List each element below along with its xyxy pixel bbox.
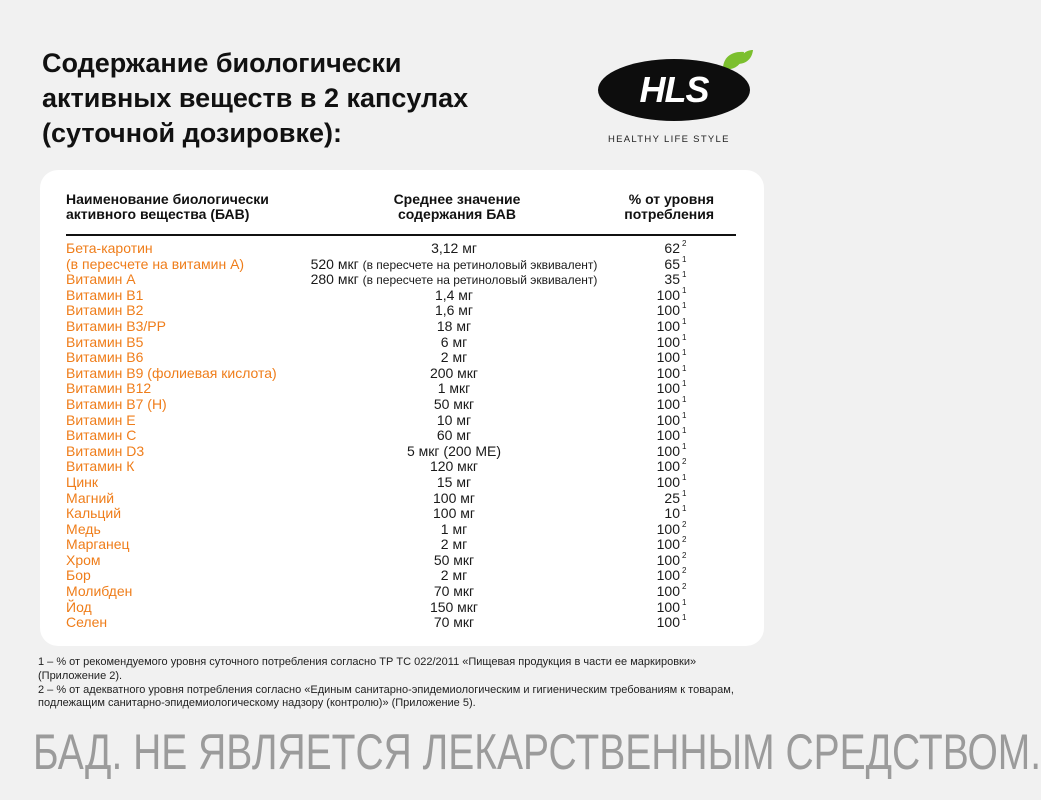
- footnote-ref: 2: [682, 550, 687, 560]
- nutrient-value: [242, 397, 666, 413]
- nutrient-name: Кальций: [66, 505, 122, 522]
- value-amount: 2 мг: [440, 349, 468, 366]
- table-row: [40, 488, 764, 507]
- header-divider: [66, 234, 736, 236]
- value-amount: 6 мг: [440, 333, 468, 350]
- table-row: [40, 519, 764, 538]
- footnote-ref: 1: [682, 488, 687, 498]
- nutrient-value: [242, 444, 666, 460]
- footnote: 2 – % от адекватного уровня потребления согласно «Единым санитарно-эпидемиологическим и гигиеническим требованиям к товарам, подлежащим санитарно-эпидемиологическому надзору (контролю)» (Приложение 5).: [38, 683, 734, 710]
- disclaimer: БАД. НЕ ЯВЛЯЕТСЯ ЛЕКАРСТВЕННЫМ СРЕДСТВОМ.: [33, 724, 1041, 780]
- table-row: [40, 394, 764, 413]
- nutrient-value: [242, 584, 666, 600]
- nutrient-name: Марганец: [66, 536, 130, 553]
- percent-value: 10: [664, 505, 680, 522]
- table-row: [40, 254, 764, 273]
- page-title: [42, 46, 522, 151]
- value-amount: 1 мкг: [437, 380, 471, 397]
- footnote-ref: 1: [682, 597, 687, 607]
- nutrient-name: Молибден: [66, 583, 133, 600]
- nutrient-value: [242, 459, 666, 475]
- nutrient-value: [242, 303, 666, 319]
- value-amount: 50 мкг: [433, 551, 475, 568]
- nutrient-name: Витамин B9 (фолиевая кислота): [66, 364, 277, 381]
- footnote-ref: 1: [682, 379, 687, 389]
- footnote-ref: 2: [682, 239, 687, 248]
- table-row: [40, 428, 764, 444]
- header-percent: % от уровня потребления: [624, 191, 714, 222]
- table-row: [40, 506, 764, 522]
- nutrient-value: [242, 600, 666, 616]
- value-amount: 18 мг: [436, 317, 472, 334]
- percent-value: 65: [664, 255, 680, 272]
- nutrient-name: Витамин B3/PP: [66, 317, 166, 334]
- footnote-ref: 1: [682, 426, 687, 436]
- table-row: [40, 537, 764, 553]
- footnote-ref: 2: [682, 457, 687, 467]
- percent-value: 100: [656, 286, 680, 303]
- percent-value: 100: [656, 317, 680, 334]
- percent-value: 25: [664, 489, 680, 506]
- nutrient-value: [242, 553, 666, 569]
- header-value: Среднее значение содержания БАВ: [393, 191, 521, 222]
- table-row: [40, 272, 764, 288]
- nutrient-value: [242, 413, 666, 429]
- value-amount: 1,6 мг: [434, 302, 474, 319]
- nutrient-name: Витамин D3: [66, 442, 145, 459]
- value-amount: 50 мкг: [433, 395, 475, 412]
- table-row: [40, 303, 764, 319]
- footnote-ref: 1: [682, 363, 687, 373]
- nutrient-name: Витамин B5: [66, 333, 144, 350]
- footnote-ref: 1: [682, 254, 687, 264]
- table-row: [40, 241, 764, 257]
- nutrient-name: Витамин B1: [66, 286, 144, 303]
- table-row: [40, 285, 764, 304]
- footnote-ref: 1: [682, 285, 687, 295]
- percent-value: 100: [656, 614, 680, 631]
- value-amount: 280 мкг: [310, 271, 359, 288]
- nutrient-value: [242, 241, 666, 257]
- footnote-ref: 1: [682, 504, 687, 514]
- percent-value: 100: [656, 302, 680, 319]
- page-title-line: активных веществ в 2 капсулах: [42, 83, 469, 113]
- value-amount: 70 мкг: [433, 614, 475, 631]
- value-amount: 60 мг: [436, 427, 472, 444]
- value-amount: 15 мг: [436, 473, 472, 490]
- percent-value: 100: [656, 333, 680, 350]
- nutrient-value: [242, 335, 666, 351]
- nutrient-name: Витамин B6: [66, 349, 144, 366]
- percent-value: 62: [664, 240, 680, 256]
- table-row: [40, 584, 764, 600]
- percent-value: 100: [656, 411, 680, 428]
- percent-value: 100: [656, 536, 680, 553]
- footnote-ref: 1: [682, 301, 687, 311]
- nutrient-rows: [40, 241, 764, 631]
- nutrient-name: Бета-каротин: [66, 240, 153, 256]
- nutrient-value: [242, 506, 666, 522]
- table-row: [40, 441, 764, 460]
- table-row: [40, 568, 764, 584]
- nutrient-name: Селен: [66, 614, 108, 631]
- footnotes: [38, 656, 762, 711]
- percent-value: 100: [656, 380, 680, 397]
- footnote-ref: 2: [682, 535, 687, 545]
- value-amount: 5 мкг (200 МЕ): [407, 442, 501, 459]
- nutrient-value: [242, 522, 666, 538]
- footnote: 1 – % от рекомендуемого уровня суточного потребления согласно ТР ТС 022/2011 «Пищевая продукция в части ее маркировки» (Приложение 2).: [38, 656, 697, 682]
- footnote-ref: 1: [682, 472, 687, 482]
- percent-value: 100: [656, 520, 680, 537]
- value-amount: 1 мг: [440, 520, 468, 537]
- nutrient-table-card: [40, 170, 764, 646]
- percent-value: 100: [656, 473, 680, 490]
- percent-value: 100: [656, 349, 680, 366]
- nutrient-value: [242, 537, 666, 553]
- table-row: [40, 410, 764, 429]
- page-title-line: (суточной дозировке):: [42, 118, 343, 148]
- table-row: [40, 363, 764, 382]
- footnote-ref: 2: [682, 582, 687, 592]
- value-amount: 70 мкг: [433, 583, 475, 600]
- nutrient-name: (в пересчете на витамин А): [66, 255, 245, 272]
- nutrient-value: [242, 319, 666, 335]
- footnote-ref: 1: [682, 394, 687, 404]
- logo-tagline: HEALTHY LIFE STYLE: [608, 134, 730, 145]
- table-row: [40, 459, 764, 475]
- nutrient-value: [242, 288, 666, 304]
- nutrient-name: Хром: [66, 551, 101, 568]
- table-row: [40, 332, 764, 351]
- nutrient-name: Витамин B7 (H): [66, 395, 167, 412]
- value-amount: 100 мг: [433, 505, 475, 522]
- nutrient-name: Витамин Е: [66, 411, 136, 428]
- percent-value: 100: [656, 442, 680, 459]
- nutrient-name: Витамин B2: [66, 302, 144, 319]
- value-amount: 150 мкг: [429, 598, 479, 615]
- percent-value: 100: [656, 427, 680, 444]
- nutrient-name: Витамин А: [66, 271, 136, 288]
- footnote-ref: 2: [682, 519, 687, 529]
- page-title-line: Содержание биологически: [42, 48, 402, 78]
- nutrient-name: Йод: [66, 598, 92, 615]
- footnote-ref: 2: [682, 566, 687, 576]
- nutrient-name: Витамин B12: [66, 380, 152, 397]
- nutrient-name: Медь: [66, 520, 101, 537]
- nutrient-value: [242, 475, 666, 491]
- nutrient-name: Витамин К: [66, 458, 135, 475]
- footnote-ref: 1: [682, 316, 687, 326]
- percent-value: 100: [656, 395, 680, 412]
- value-amount: 1,4 мг: [434, 286, 474, 303]
- value-amount: 100 мг: [433, 489, 475, 506]
- value-note: (в пересчете на ретиноловый эквивалент): [362, 257, 598, 272]
- percent-value: 35: [664, 271, 680, 288]
- footnote-ref: 1: [682, 410, 687, 420]
- table-row: [40, 597, 764, 616]
- table-row: [40, 472, 764, 491]
- value-amount: 120 мкг: [429, 458, 479, 475]
- table-row: [40, 316, 764, 335]
- footnote-ref: 1: [682, 348, 687, 358]
- nutrient-name: Цинк: [66, 473, 99, 490]
- footnote-ref: 1: [682, 332, 687, 342]
- value-amount: 200 мкг: [429, 364, 479, 381]
- footnote-ref: 1: [682, 613, 687, 623]
- nutrient-value: [242, 366, 666, 382]
- percent-value: 100: [656, 567, 680, 584]
- footnote-ref: 1: [682, 270, 687, 280]
- nutrient-name: Бор: [66, 567, 91, 584]
- nutrient-value: [242, 615, 666, 631]
- footnote-ref: 1: [682, 441, 687, 451]
- percent-value: 100: [656, 598, 680, 615]
- nutrient-value: [242, 568, 666, 584]
- value-amount: 2 мг: [440, 567, 468, 584]
- value-amount: 3,12 мг: [431, 240, 477, 256]
- nutrient-value: [242, 350, 666, 366]
- table-row: [40, 381, 764, 397]
- brand-logo: [594, 45, 764, 155]
- table-row: [40, 615, 764, 631]
- nutrient-value: [242, 428, 666, 444]
- value-note: (в пересчете на ретиноловый эквивалент): [362, 273, 598, 288]
- percent-value: 100: [656, 551, 680, 568]
- nutrient-value: [242, 257, 666, 274]
- nutrient-name: Витамин С: [66, 427, 137, 444]
- logo-badge: HLS: [598, 59, 750, 121]
- table-row: [40, 350, 764, 366]
- value-amount: 520 мкг: [310, 255, 359, 272]
- percent-value: 100: [656, 583, 680, 600]
- nutrient-value: [242, 491, 666, 507]
- percent-value: 100: [656, 458, 680, 475]
- nutrient-name: Магний: [66, 489, 115, 506]
- nutrient-value: [242, 381, 666, 397]
- value-amount: 2 мг: [440, 536, 468, 553]
- value-amount: 10 мг: [436, 411, 472, 428]
- table-row: [40, 550, 764, 569]
- header-name: Наименование биологически активного вещества (БАВ): [66, 191, 269, 222]
- percent-value: 100: [656, 364, 680, 381]
